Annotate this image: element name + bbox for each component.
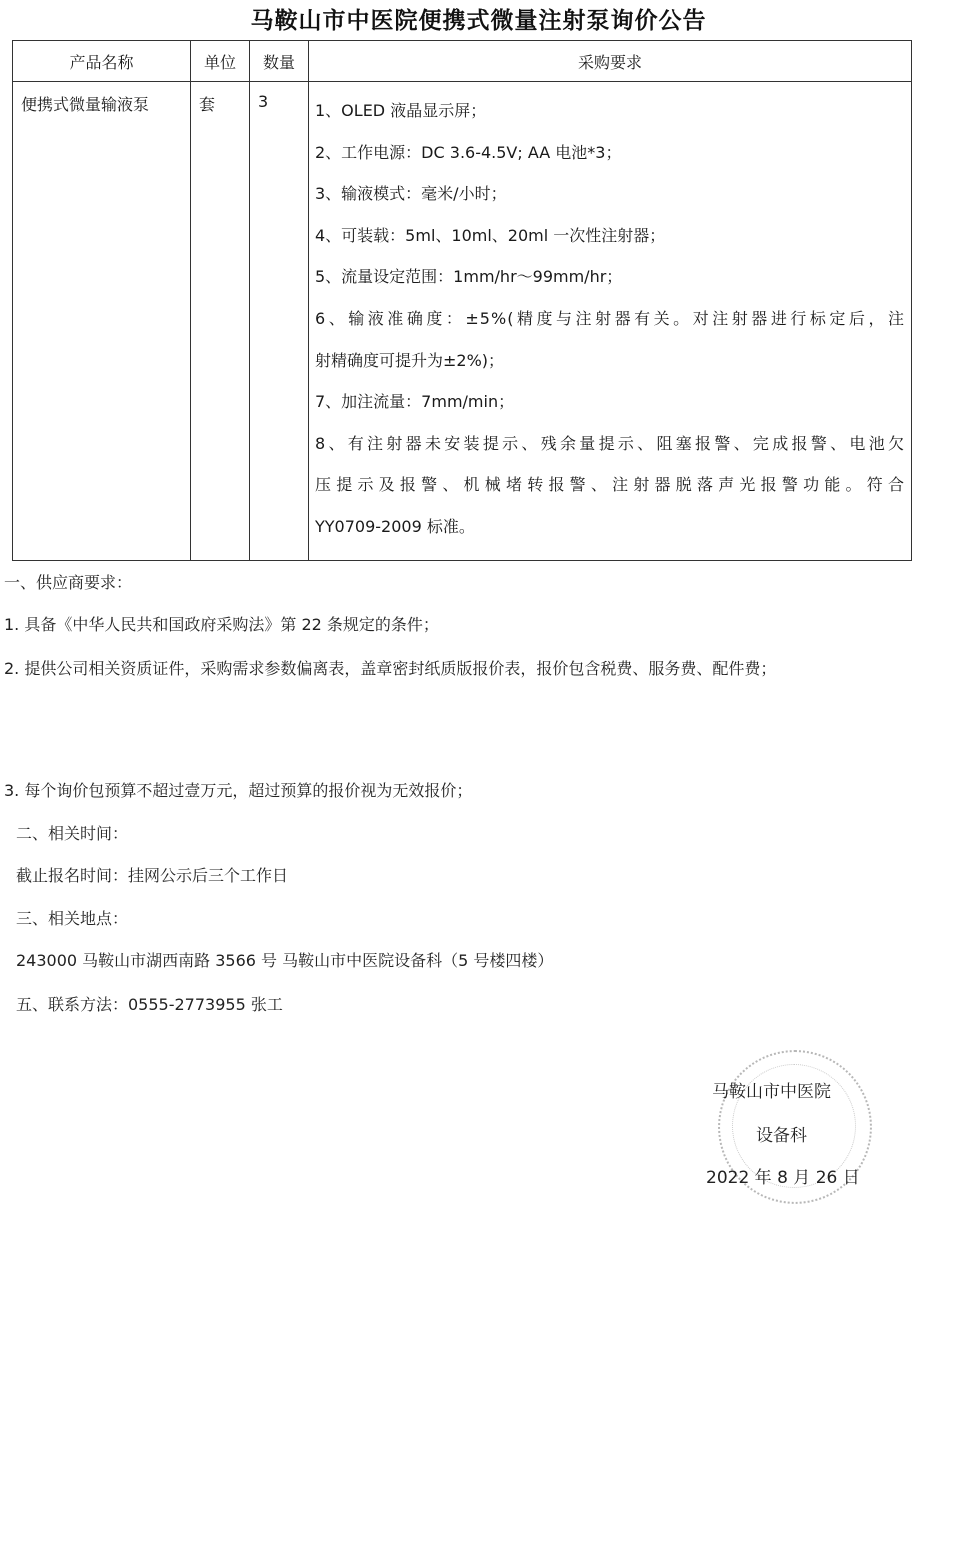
place-heading: 三、相关地点： <box>16 909 129 928</box>
requirement-line: 8、有注射器未安装提示、残余量提示、阻塞报警、完成报警、电池欠 <box>315 433 905 453</box>
header-requirements: 采购要求 <box>309 41 912 82</box>
requirement-line: 1、OLED 液晶显示屏； <box>315 101 487 120</box>
place-detail: 243000 马鞍山市湖西南路 3566 号 马鞍山市中医院设备科（5 号楼四楼） <box>16 951 554 970</box>
requirement-line: 3、输液模式：毫米/小时； <box>315 184 507 204</box>
requirement-line: 压提示及报警、机械堵转报警、注射器脱落声光报警功能。符合 <box>315 475 905 495</box>
supplier-heading: 一、供应商要求： <box>4 573 133 592</box>
unit-cell: 套 <box>191 82 250 561</box>
qty-cell: 3 <box>250 82 309 561</box>
requirement-line: 7、加注流量：7mm/min； <box>315 392 515 412</box>
table-header-row <box>13 41 912 82</box>
requirement-line: 2、工作电源：DC 3.6-4.5V; AA 电池*3； <box>315 142 622 162</box>
supplier-item-3: 3. 每个询价包预算不超过壹万元，超过预算的报价视为无效报价； <box>4 781 473 800</box>
header-product: 产品名称 <box>13 41 191 82</box>
time-heading: 二、相关时间： <box>16 824 129 843</box>
header-qty: 数量 <box>250 41 309 82</box>
supplier-item-2: 2. 提供公司相关资质证件，采购需求参数偏离表，盖章密封纸质版报价表，报价包含税费、服务费、配件费； <box>4 659 777 678</box>
requirement-line: YY0709-2009 标准。 <box>315 516 475 536</box>
time-detail: 截止报名时间：挂网公示后三个工作日 <box>16 866 289 885</box>
header-unit: 单位 <box>191 41 250 82</box>
signature-date: 2022 年 8 月 26 日 <box>706 1168 860 1188</box>
requirement-line: 4、可装载：5ml、10ml、20ml 一次性注射器； <box>315 225 666 245</box>
requirement-line: 5、流量设定范围：1mm/hr～99mm/hr； <box>315 267 623 287</box>
requirements-table <box>12 40 912 561</box>
product-name-cell: 便携式微量输液泵 <box>13 82 191 561</box>
requirement-line: 6、输液准确度：±5%(精度与注射器有关。对注射器进行标定后，注 <box>315 308 905 328</box>
supplier-item-1: 1. 具备《中华人民共和国政府采购法》第 22 条规定的条件； <box>4 615 439 634</box>
contact-line: 五、联系方法：0555-2773955 张工 <box>16 995 283 1014</box>
signature-org: 马鞍山市中医院 <box>712 1082 831 1102</box>
requirements-cell <box>309 82 912 561</box>
table-row <box>13 82 912 561</box>
signature-dept: 设备科 <box>756 1126 807 1146</box>
requirement-line: 射精确度可提升为±2%)； <box>315 350 505 370</box>
page-title: 马鞍山市中医院便携式微量注射泵询价公告 <box>250 7 707 34</box>
